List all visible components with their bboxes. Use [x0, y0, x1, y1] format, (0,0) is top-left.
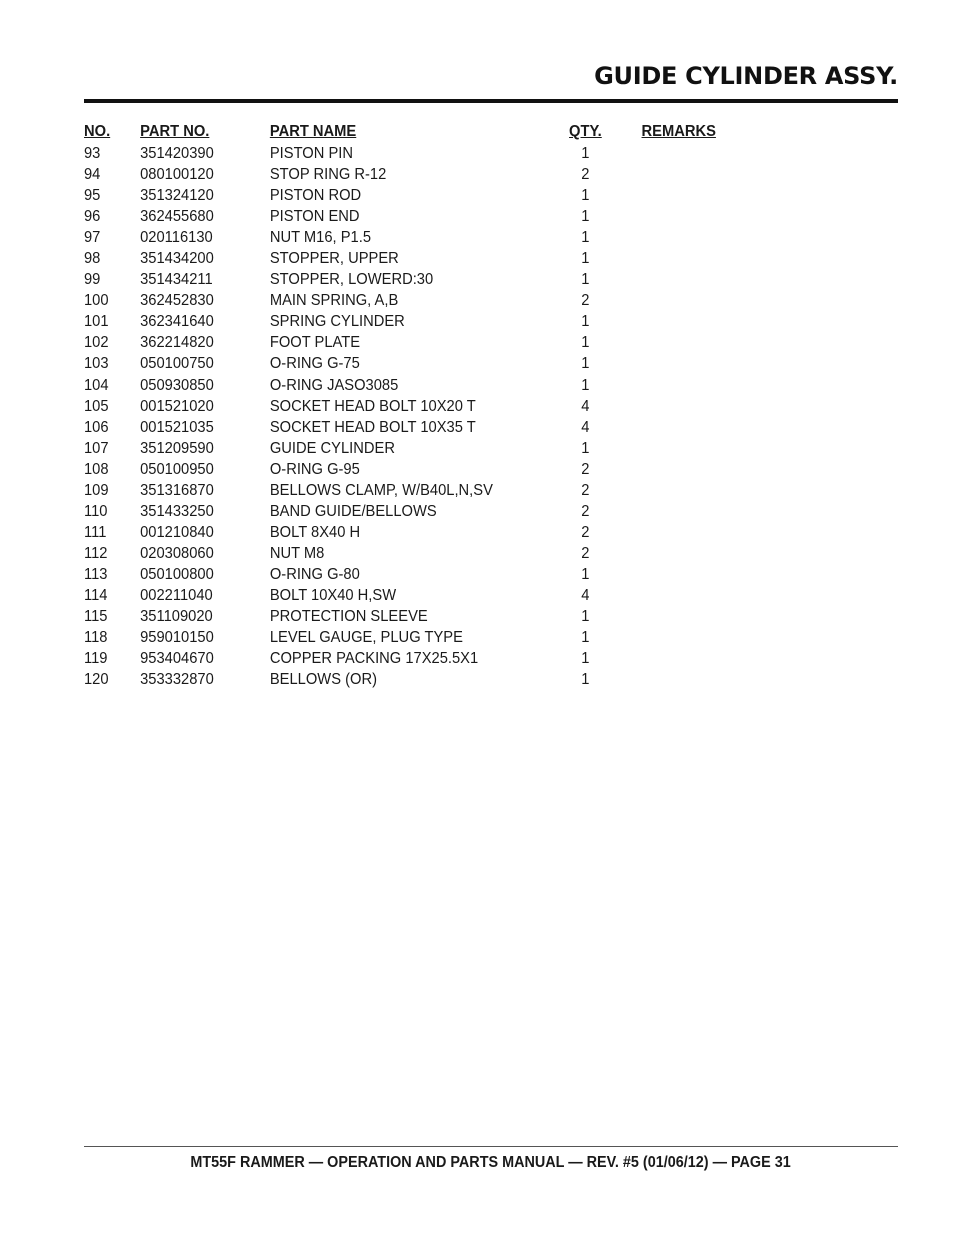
page-title: GUIDE CYLINDER ASSY.: [594, 62, 898, 90]
quantity: 2: [581, 481, 590, 499]
item-number: 106: [84, 418, 109, 436]
part-name: SOCKET HEAD BOLT 10X35 T: [269, 418, 476, 436]
table-row: [84, 627, 728, 648]
table-row: [84, 564, 728, 585]
part-name: COPPER PACKING 17X25.5X1: [269, 650, 479, 668]
quantity: 1: [581, 650, 590, 668]
header-remarks: REMARKS: [641, 123, 716, 140]
part-name: PISTON END: [269, 208, 360, 226]
part-name: MAIN SPRING, A,B: [269, 292, 399, 310]
item-number: 101: [84, 313, 109, 331]
part-name: BOLT 10X40 H,SW: [269, 586, 397, 604]
part-number: 001210840: [140, 523, 214, 541]
quantity: 1: [581, 671, 590, 689]
part-number: 351324120: [140, 187, 214, 205]
part-number: 953404670: [140, 650, 214, 668]
part-number: 351209590: [140, 439, 214, 457]
part-number: 002211040: [140, 586, 213, 604]
header-qty: QTY.: [569, 123, 602, 140]
table-row: [84, 669, 728, 690]
part-number: 353332870: [140, 671, 214, 689]
item-number: 119: [84, 650, 108, 668]
part-number: 362214820: [140, 334, 214, 352]
item-number: 113: [84, 565, 108, 583]
table-row: [84, 311, 728, 332]
part-number: 050930850: [140, 376, 214, 394]
part-number: 050100750: [140, 355, 214, 373]
item-number: 100: [84, 292, 109, 310]
item-number: 95: [84, 187, 101, 205]
part-name: STOPPER, LOWERD:30: [269, 271, 434, 289]
part-name: BELLOWS (OR): [269, 671, 377, 689]
item-number: 96: [84, 208, 101, 226]
table-row: [84, 648, 728, 669]
table-body: [84, 143, 784, 690]
footer-text: MT55F RAMMER — OPERATION AND PARTS MANUAL — REV. #5 (01/06/12) — PAGE 31: [190, 1154, 792, 1171]
quantity: 1: [581, 271, 590, 289]
table-row: [84, 480, 728, 501]
item-number: 115: [84, 608, 108, 626]
part-name: O-RING G-80: [269, 565, 360, 583]
table-row: [84, 227, 728, 248]
header-no: NO.: [84, 123, 111, 140]
item-number: 108: [84, 460, 109, 478]
table-row: [84, 396, 728, 417]
part-name: SOCKET HEAD BOLT 10X20 T: [269, 397, 476, 415]
quantity: 2: [581, 502, 590, 520]
item-number: 93: [84, 145, 101, 162]
part-name: PISTON ROD: [269, 187, 362, 205]
table-row: [84, 417, 728, 438]
table-row: [84, 353, 728, 374]
part-number: 351434211: [140, 271, 213, 289]
part-name: BELLOWS CLAMP, W/B40L,N,SV: [269, 481, 493, 499]
part-name: O-RING JASO3085: [269, 376, 399, 394]
quantity: 4: [581, 397, 590, 415]
item-number: 98: [84, 250, 101, 268]
part-number: 351420390: [140, 145, 214, 162]
table-header-row: [84, 121, 728, 143]
part-name: NUT M16, P1.5: [269, 229, 372, 247]
item-number: 107: [84, 439, 109, 457]
quantity: 4: [581, 418, 590, 436]
part-number: 362341640: [140, 313, 214, 331]
part-number: 959010150: [140, 629, 214, 647]
part-number: 020116130: [140, 229, 213, 247]
part-name: STOPPER, UPPER: [269, 250, 399, 268]
part-number: 001521020: [140, 397, 214, 415]
table-row: [84, 543, 728, 564]
part-name: FOOT PLATE: [269, 334, 361, 352]
part-name: PISTON PIN: [269, 145, 353, 162]
table-row: [84, 248, 728, 269]
quantity: 1: [581, 187, 590, 205]
table-row: [84, 501, 728, 522]
quantity: 2: [581, 292, 590, 310]
part-name: BOLT 8X40 H: [269, 523, 361, 541]
item-number: 111: [84, 523, 107, 541]
quantity: 1: [581, 355, 590, 373]
item-number: 118: [84, 629, 108, 647]
table-row: [84, 185, 728, 206]
quantity: 1: [581, 208, 590, 226]
part-number: 351109020: [140, 608, 213, 626]
part-number: 362455680: [140, 208, 214, 226]
part-name: SPRING CYLINDER: [269, 313, 405, 331]
table-row: [84, 438, 728, 459]
quantity: 1: [581, 334, 590, 352]
quantity: 1: [581, 313, 590, 331]
table-row: [84, 585, 728, 606]
part-name: O-RING G-95: [269, 460, 360, 478]
table-row: [84, 332, 728, 353]
header-part-name: PART NAME: [269, 123, 357, 140]
part-number: 001521035: [140, 418, 214, 436]
part-name: NUT M8: [269, 544, 325, 562]
quantity: 4: [581, 586, 590, 604]
part-name: PROTECTION SLEEVE: [269, 608, 428, 626]
quantity: 2: [581, 166, 590, 184]
quantity: 1: [581, 376, 590, 394]
table-row: [84, 606, 728, 627]
part-name: GUIDE CYLINDER: [269, 439, 395, 457]
title-divider: [84, 99, 898, 103]
quantity: 1: [581, 229, 590, 247]
item-number: 94: [84, 166, 101, 184]
part-number: 362452830: [140, 292, 214, 310]
part-name: BAND GUIDE/BELLOWS: [269, 502, 437, 520]
item-number: 105: [84, 397, 109, 415]
quantity: 2: [581, 460, 590, 478]
item-number: 110: [84, 502, 108, 520]
footer-divider: [84, 1146, 898, 1147]
table-row: [84, 459, 728, 480]
quantity: 1: [581, 145, 590, 162]
part-number: 351434200: [140, 250, 214, 268]
item-number: 114: [84, 586, 108, 604]
item-number: 103: [84, 355, 109, 373]
quantity: 1: [581, 629, 590, 647]
quantity: 2: [581, 544, 590, 562]
quantity: 1: [581, 250, 590, 268]
part-number: 050100800: [140, 565, 214, 583]
table-row: [84, 375, 728, 396]
item-number: 109: [84, 481, 109, 499]
part-number: 080100120: [140, 166, 214, 184]
item-number: 102: [84, 334, 109, 352]
item-number: 120: [84, 671, 109, 689]
table-row: [84, 143, 728, 164]
table-row: [84, 206, 728, 227]
part-number: 050100950: [140, 460, 214, 478]
part-name: O-RING G-75: [269, 355, 360, 373]
item-number: 97: [84, 229, 101, 247]
quantity: 1: [581, 439, 590, 457]
table-row: [84, 522, 728, 543]
item-number: 99: [84, 271, 101, 289]
part-number: 351433250: [140, 502, 214, 520]
part-name: STOP RING R-12: [269, 166, 387, 184]
table-row: [84, 164, 728, 185]
table-row: [84, 269, 728, 290]
item-number: 104: [84, 376, 109, 394]
part-name: LEVEL GAUGE, PLUG TYPE: [269, 629, 463, 647]
quantity: 2: [581, 523, 590, 541]
part-number: 351316870: [140, 481, 214, 499]
item-number: 112: [84, 544, 108, 562]
part-number: 020308060: [140, 544, 214, 562]
table-row: [84, 290, 728, 311]
quantity: 1: [581, 565, 590, 583]
quantity: 1: [581, 608, 590, 626]
parts-list-table: [84, 121, 784, 690]
page-footer: [84, 1154, 898, 1172]
header-part-no: PART NO.: [140, 123, 210, 140]
